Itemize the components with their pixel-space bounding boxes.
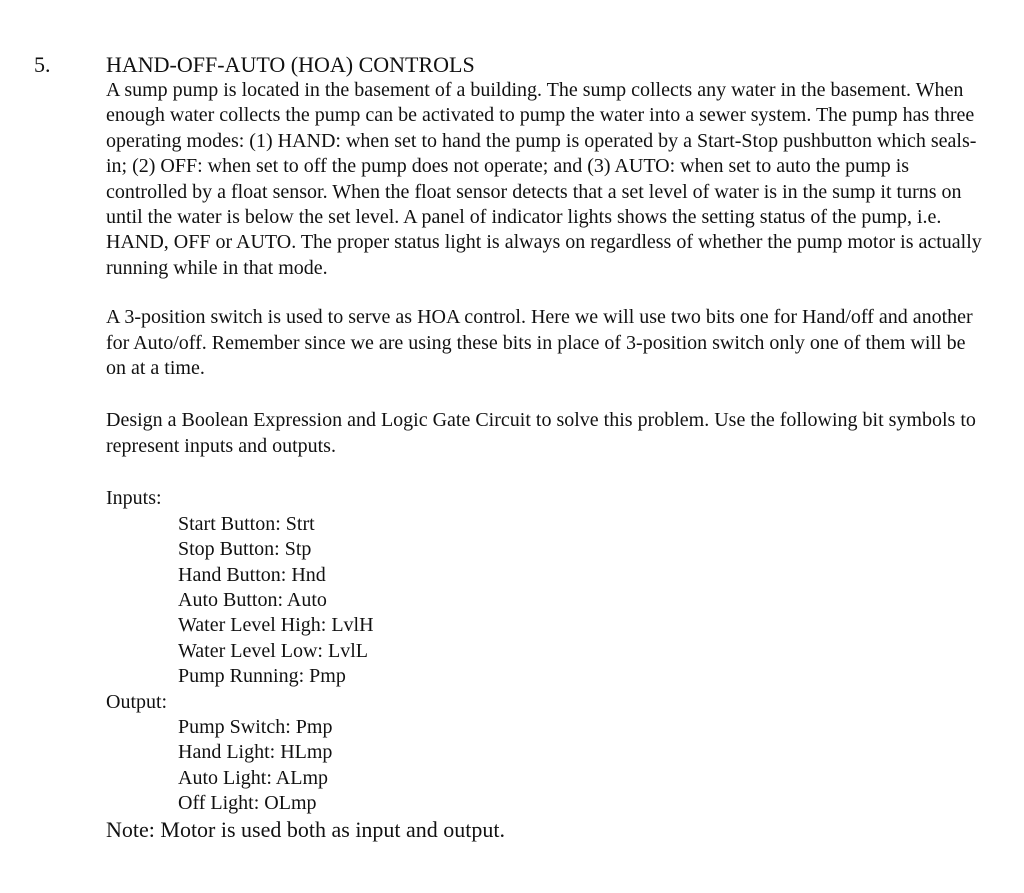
outputs-list bbox=[106, 715, 986, 817]
question-number: 5. bbox=[34, 52, 51, 77]
list-item: Stop Button: Stp bbox=[178, 538, 312, 561]
question-body bbox=[106, 52, 986, 843]
inputs-list bbox=[106, 512, 986, 690]
list-item: Pump Running: Pmp bbox=[178, 665, 346, 688]
list-item: Auto Button: Auto bbox=[178, 588, 327, 611]
list-item: Off Light: OLmp bbox=[178, 792, 317, 815]
question-title: HAND-OFF-AUTO (HOA) CONTROLS bbox=[106, 52, 475, 77]
list-item: Auto Light: ALmp bbox=[178, 766, 328, 789]
outputs-label: Output: bbox=[106, 690, 168, 713]
paragraph-instructions: Design a Boolean Expression and Logic Gate Circuit to solve this problem. Use the following bit symbols to represent inputs and outputs. bbox=[106, 409, 976, 457]
list-item: Hand Light: HLmp bbox=[178, 741, 333, 764]
paragraph-description: A sump pump is located in the basement of a building. The sump collects any water in the basement. When enough water collects the pump can be activated to pump the water into a sewer system. The pump has three operating modes: (1) HAND: when set to hand the pump is operated by a Start-Stop pushbutton which seals-in; (2) OFF: when set to off the pump does not operate; and (3) AUTO: when set to auto the pump is controlled by a float sensor. When the float sensor detects that a set level of water is in the sump it turns on until the water is below the set level. A panel of indicator lights shows the setting status of the pump, i.e. HAND, OFF or AUTO. The proper status light is always on regardless of whether the pump motor is actually running while in that mode. bbox=[106, 79, 982, 279]
list-item: Pump Switch: Pmp bbox=[178, 715, 333, 738]
paragraph-switch: A 3-position switch is used to serve as HOA control. Here we will use two bits one for Hand/off and another for Auto/off. Remember since we are using these bits in place of 3-position switch only one of them will be on at a time. bbox=[106, 306, 973, 380]
list-item: Water Level Low: LvlL bbox=[178, 639, 368, 662]
note-text: Note: Motor is used both as input and output. bbox=[106, 816, 506, 842]
inputs-label: Inputs: bbox=[106, 487, 162, 510]
list-item: Hand Button: Hnd bbox=[178, 563, 326, 586]
list-item: Water Level High: LvlH bbox=[178, 614, 374, 637]
list-item: Start Button: Strt bbox=[178, 512, 315, 535]
